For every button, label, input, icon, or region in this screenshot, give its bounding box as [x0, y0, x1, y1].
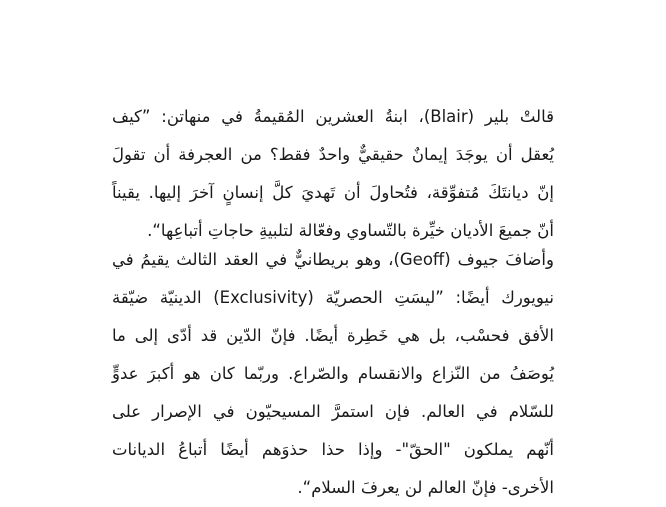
text-line: أنّهم يملكون "الحقّ"- وإذا حذا حذوَهم أيضًا أتباعُ الديانات: [112, 440, 554, 459]
text-line: قالتْ بلير (Blair)، ابنةُ العشرين المُقيمةُ في منهاتن: ”كيف: [112, 107, 554, 126]
text-line: أنّ جميعَ الأديان خيِّرة بالتّساوي وفعّالة لتلبيةِ حاجاتِ أتباعِها“.: [147, 221, 554, 240]
text-line: يُوصَفُ من النّزاع والانقسام والصّراع. وربّما كان هو أكبرَ عدوٍّ: [112, 364, 554, 383]
text-line: يُعقل أن يوجَدَ إيمانٌ حقيقيٌّ واحدٌ فقط؟ من العجرفة أن تقولَ: [112, 145, 554, 164]
paragraph-geoff-quote: [112, 241, 554, 507]
text-line: للسّلام في العالم. فإن استمرَّ المسيحيّون في الإصرار على: [112, 402, 554, 421]
text-line: إنّ ديانتَكَ مُتفوِّقة، فتُحاولَ أن تَهديَ كلَّ إنسانٍ آخرَ إليها. يقيناً: [112, 183, 554, 202]
text-line: وأضافَ جيوف (Geoff)، وهو بريطانيٌّ في العقد الثالث يقيمُ في: [112, 250, 554, 269]
paragraph-blair-quote: [112, 98, 554, 250]
text-line: نيويورك أيضًا: ”ليسَتِ الحصريّة (Exclusivity) الدينيّة ضيّقة: [112, 288, 554, 307]
text-line: الأخرى- فإنّ العالم لن يعرفَ السلام“.: [297, 478, 554, 497]
text-line: الأفق فحسْب، بل هي خَطِرة أيضًا. فإنّ الدّين قد أدّى إلى ما: [112, 326, 554, 345]
